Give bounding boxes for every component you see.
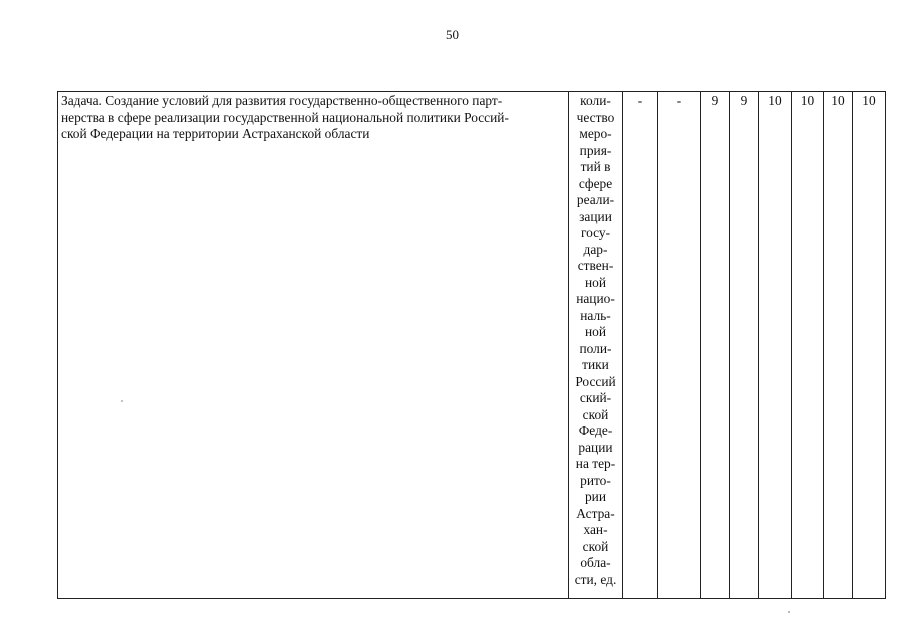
indicator-text-line: на тер- bbox=[575, 456, 616, 471]
indicator-text-line: рито- bbox=[580, 472, 611, 488]
indicator-text-line: обла- bbox=[580, 555, 611, 570]
task-text-line: Задача. Создание условий для развития государственно-общественного парт- bbox=[61, 93, 503, 108]
indicator-text-line: ской bbox=[582, 538, 609, 554]
indicator-text-line: коли- bbox=[580, 93, 611, 108]
value-cell: 10 bbox=[853, 92, 886, 599]
task-text-line: нерства в сфере реализации государственной национальной политики Россий- bbox=[61, 109, 509, 125]
indicator-text-line: поли- bbox=[579, 340, 612, 356]
indicator-table-wrapper bbox=[57, 91, 886, 599]
indicator-text-line: рии bbox=[584, 489, 607, 504]
indicator-text-line: ствен- bbox=[577, 258, 614, 273]
indicator-text-line: зации bbox=[579, 208, 612, 224]
indicator-text-line: сти, ед. bbox=[574, 571, 617, 587]
scan-speck bbox=[788, 611, 790, 613]
indicator-text-line: прия- bbox=[579, 142, 612, 158]
value-cell: - bbox=[658, 92, 701, 599]
task-text-line: ской Федерации на территории Астраханской области bbox=[61, 126, 370, 141]
indicator-text-line: тий в bbox=[580, 159, 611, 174]
indicator-text-line: меро- bbox=[579, 126, 612, 141]
indicator-text-line: ской bbox=[582, 406, 609, 422]
indicator-text-line: наль- bbox=[580, 307, 611, 323]
indicator-text-line: ной bbox=[584, 274, 607, 290]
indicator-text-line: госу- bbox=[580, 225, 611, 240]
indicator-text-line: ский- bbox=[579, 390, 612, 405]
indicator-text-line: дар- bbox=[583, 241, 608, 257]
indicator-text-line: чество bbox=[576, 109, 615, 125]
task-cell bbox=[58, 92, 569, 599]
indicator-text-line: рации bbox=[578, 439, 613, 455]
indicator-text-line: Россий bbox=[575, 373, 616, 389]
value-cell: 10 bbox=[792, 92, 824, 599]
value-cell: 10 bbox=[759, 92, 792, 599]
value-cell: 9 bbox=[730, 92, 759, 599]
indicator-text-line: Астра- bbox=[576, 505, 615, 521]
indicator-text-line: Феде- bbox=[578, 423, 613, 438]
value-cell: 10 bbox=[824, 92, 853, 599]
indicator-table bbox=[57, 91, 886, 599]
indicator-text-line: хан- bbox=[583, 522, 608, 537]
indicator-text-line: нацио- bbox=[576, 291, 615, 306]
value-cell: - bbox=[623, 92, 658, 599]
indicator-text-line: сфере bbox=[578, 175, 613, 191]
indicator-text-line: ной bbox=[584, 324, 607, 339]
indicator-text-line: тики bbox=[582, 357, 609, 372]
table-row bbox=[58, 92, 886, 599]
value-cell: 9 bbox=[701, 92, 730, 599]
indicator-cell bbox=[569, 92, 623, 599]
page-number: 50 bbox=[446, 27, 459, 42]
indicator-text-line: реали- bbox=[576, 192, 615, 207]
